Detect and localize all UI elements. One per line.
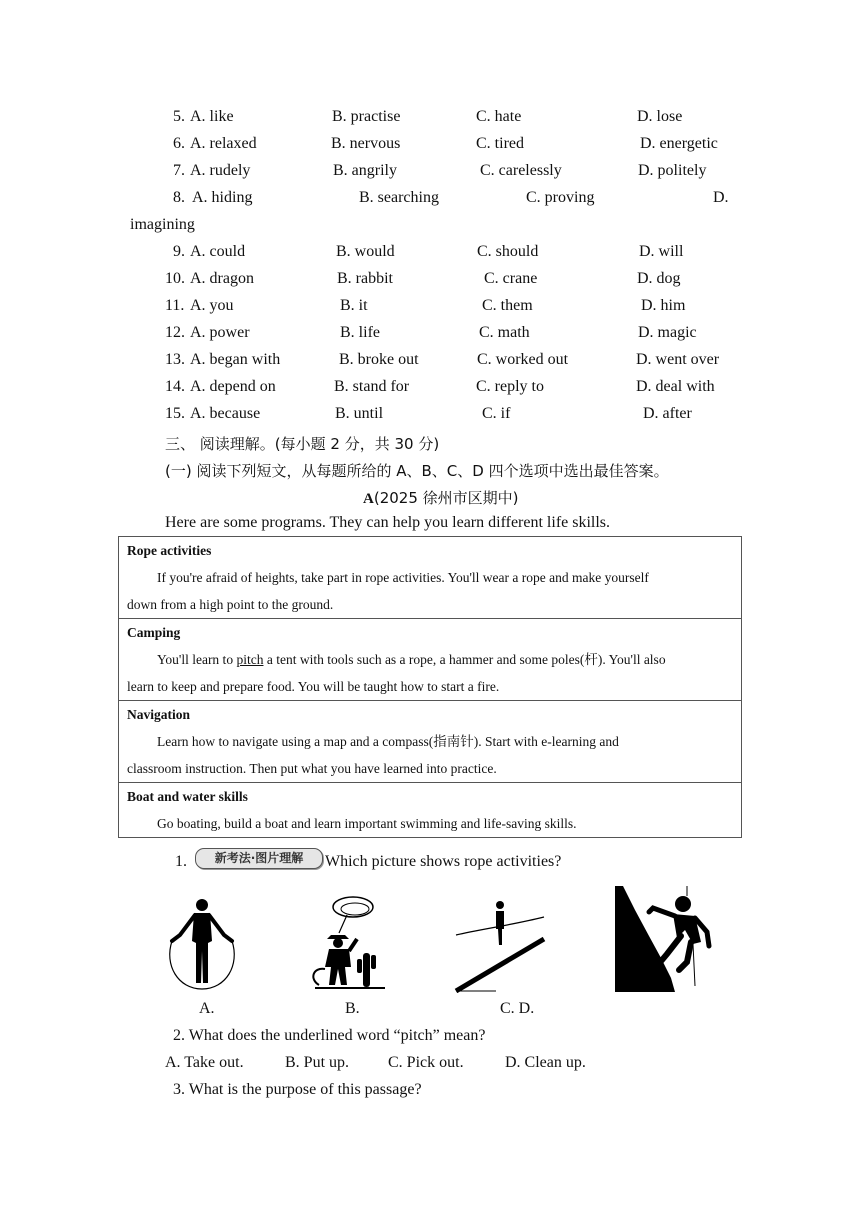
option-c: C. worked out	[477, 351, 569, 368]
table-row	[119, 537, 742, 619]
program-title: Camping	[127, 625, 181, 640]
passage-label: A	[363, 491, 374, 507]
question-number: 12.	[165, 324, 185, 341]
section-heading: 三、 阅读理解。(每小题 2 分，共 30 分)	[165, 435, 440, 453]
option-d: D. magic	[638, 324, 697, 341]
program-text: Go boating, build a boat and learn important swimming and life-saving skills.	[157, 816, 577, 831]
picture-label-cd: C. D.	[500, 1000, 535, 1017]
program-text	[127, 646, 733, 673]
programs-table	[118, 536, 742, 838]
option-d: D.	[713, 189, 729, 206]
option-d: D. dog	[637, 270, 681, 287]
option-a: A. began with	[190, 351, 281, 368]
passage-source: (2025 徐州市区期中)	[373, 489, 519, 507]
option-d: D. will	[639, 243, 684, 260]
table-row	[119, 701, 742, 783]
option-d: D. him	[641, 297, 686, 314]
question-number: 15.	[165, 405, 185, 422]
option-b: B. would	[336, 243, 395, 260]
option-a: A. could	[190, 243, 246, 260]
table-cell	[119, 537, 742, 619]
option-a: A. because	[190, 405, 261, 422]
table-cell	[119, 701, 742, 783]
option-d-continued: imagining	[130, 216, 195, 233]
underlined-word: pitch	[236, 652, 264, 667]
table-row	[119, 619, 742, 701]
option-a: A. depend on	[190, 378, 276, 395]
picture-label-b: B.	[345, 1000, 360, 1017]
option-c: C. Pick out.	[388, 1054, 464, 1071]
question-text: 3. What is the purpose of this passage?	[173, 1081, 422, 1098]
table-cell	[119, 619, 742, 701]
program-text: classroom instruction. Then put what you have learned into practice.	[127, 761, 497, 776]
option-a: A. power	[190, 324, 250, 341]
text-span: You'll learn to	[157, 652, 237, 667]
table-cell	[119, 783, 742, 838]
program-title: Boat and water skills	[127, 789, 248, 804]
option-b: B. practise	[332, 108, 401, 125]
question-text: 2. What does the underlined word “pitch” mean?	[173, 1027, 486, 1044]
option-a: A. like	[190, 108, 234, 125]
program-text: Learn how to navigate using a map and a compass(指南针). Start with e-learning and	[157, 734, 619, 749]
option-a: A. rudely	[190, 162, 251, 179]
option-a: A. relaxed	[190, 135, 257, 152]
option-c: C. proving	[526, 189, 595, 206]
option-d: D. energetic	[640, 135, 718, 152]
option-a: A. hiding	[192, 189, 253, 206]
passage-intro: Here are some programs. They can help you learn different life skills.	[165, 514, 611, 531]
text-span: a tent with tools such as a rope, a hammer and some poles(杆). You'll also	[263, 652, 666, 667]
option-d: D. politely	[638, 162, 707, 179]
question-number: 6.	[173, 135, 185, 152]
option-b: B. nervous	[331, 135, 401, 152]
question-number: 1.	[175, 853, 187, 870]
option-a: A. dragon	[190, 270, 254, 287]
question-number: 13.	[165, 351, 185, 368]
option-a: A. you	[190, 297, 234, 314]
question-number: 7.	[173, 162, 185, 179]
option-d: D. deal with	[636, 378, 715, 395]
question-number: 14.	[165, 378, 185, 395]
option-b: B. broke out	[339, 351, 419, 368]
option-d: D. Clean up.	[505, 1054, 586, 1071]
option-c: C. them	[482, 297, 533, 314]
option-c: C. crane	[484, 270, 538, 287]
option-b: B. stand for	[334, 378, 410, 395]
question-number: 10.	[165, 270, 185, 287]
option-a: A. Take out.	[165, 1054, 244, 1071]
option-c: C. carelessly	[480, 162, 562, 179]
rock-climber-figure-icon	[615, 886, 715, 992]
question-text: Which picture shows rope activities?	[325, 853, 562, 870]
program-title: Rope activities	[127, 543, 212, 558]
option-d: D. went over	[636, 351, 720, 368]
option-c: C. hate	[476, 108, 522, 125]
option-c: C. should	[477, 243, 539, 260]
option-d: D. lose	[637, 108, 683, 125]
program-text: If you're afraid of heights, take part in rope activities. You'll wear a rope and make yourself	[157, 570, 649, 585]
option-b: B. it	[340, 297, 368, 314]
option-b: B. Put up.	[285, 1054, 350, 1071]
option-d: D. after	[643, 405, 692, 422]
question-type-badge: 新考法·图片理解	[195, 848, 323, 869]
option-b: B. angrily	[333, 162, 397, 179]
option-c: C. reply to	[476, 378, 544, 395]
question-number: 9.	[173, 243, 185, 260]
option-c: C. tired	[476, 135, 524, 152]
picture-label-a: A.	[199, 1000, 215, 1017]
option-b: B. searching	[359, 189, 439, 206]
section-instructions: (一) 阅读下列短文，从每题所给的 A、B、C、D 四个选项中选出最佳答案。	[165, 462, 669, 480]
question-number: 5.	[173, 108, 185, 125]
program-title: Navigation	[127, 707, 191, 722]
passage-title	[363, 487, 519, 508]
option-b: B. life	[340, 324, 380, 341]
option-b: B. rabbit	[337, 270, 393, 287]
program-text: learn to keep and prepare food. You will be taught how to start a fire.	[127, 679, 500, 694]
question-number: 8.	[173, 189, 185, 206]
option-c: C. math	[479, 324, 530, 341]
question-number: 11.	[165, 297, 185, 314]
jump-rope-figure-icon	[158, 895, 246, 991]
option-c: C. if	[482, 405, 511, 422]
option-b: B. until	[335, 405, 384, 422]
table-row	[119, 783, 742, 838]
tightrope-walker-figure-icon	[452, 893, 548, 993]
cowboy-lasso-figure-icon	[305, 893, 393, 993]
program-text: down from a high point to the ground.	[127, 597, 334, 612]
